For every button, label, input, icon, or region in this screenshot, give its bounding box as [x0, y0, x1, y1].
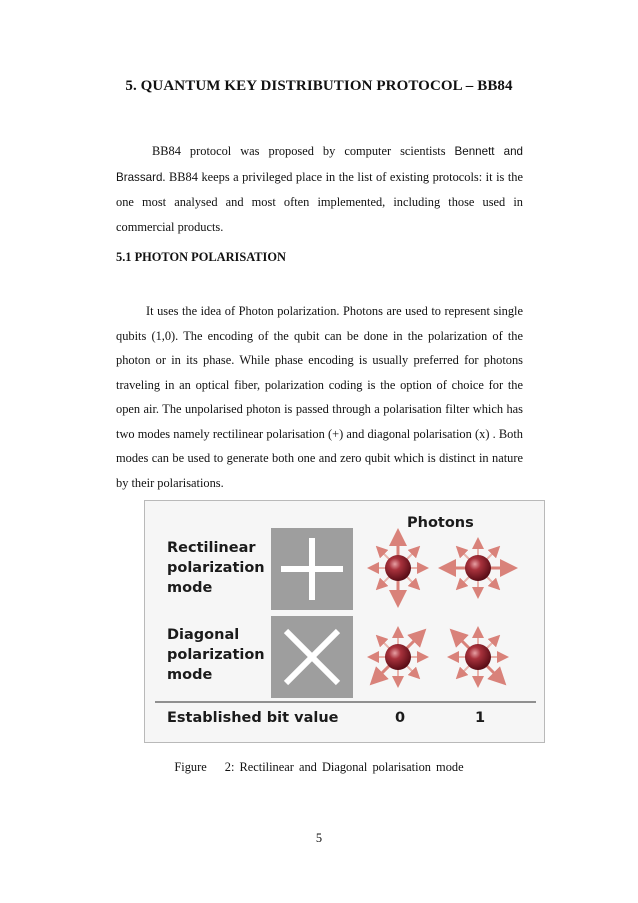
subsection-paragraph — [116, 299, 523, 495]
caption-text: 2: Rectilinear and Diagonal polarisation mode — [224, 760, 464, 774]
diagonal-label-line1: Diagonal — [167, 627, 240, 643]
rectilinear-mode-label — [167, 538, 265, 598]
intro-author-names: Bennett and Brassard — [116, 145, 523, 184]
intro-paragraph — [116, 139, 523, 239]
subsection-text: It uses the idea of Photon polarization. Photons are used to represent single qubits (1,0). The encoding of the qubit can be done in the polarization of the photon or in its phase. While phase encoding is usually preferred for photons traveling in an optical fiber, polarization coding is the option of choice for the open air. The unpolarised photon is passed through a polarisation filter which has two modes namely rectilinear polarisation (+) and diagonal polarisation (x) . Both modes can be used to generate both one and zero qubit which is distinct in nature by their polarisations. — [116, 304, 523, 490]
diagonal-label-line3: mode — [167, 667, 213, 683]
photon-rect-1-icon — [447, 543, 509, 593]
photon-diag-1-icon — [453, 632, 503, 682]
bit-value-0: 0 — [395, 710, 406, 726]
polarization-figure — [144, 500, 545, 743]
photon-rect-0-icon — [373, 537, 423, 599]
intro-text-start: BB84 protocol was proposed by computer scientists — [152, 144, 455, 158]
photon-diag-0-icon — [373, 632, 423, 682]
section-title: 5. QUANTUM KEY DISTRIBUTION PROTOCOL – BB84 — [125, 78, 513, 94]
rectilinear-label-line3: mode — [167, 580, 213, 596]
figure-caption — [0, 760, 638, 775]
diagonal-label-line2: polarization — [167, 647, 265, 663]
established-bit-label: Established bit value — [167, 710, 339, 726]
diagonal-mode-label — [167, 625, 265, 685]
caption-label: Figure — [174, 760, 207, 774]
rectilinear-label-line1: Rectilinear — [167, 540, 256, 556]
subsection-heading: 5.1 PHOTON POLARISATION — [116, 250, 286, 264]
page-number: 5 — [315, 831, 323, 845]
intro-text-end: . BB84 keeps a privileged place in the list of existing protocols: it is the one most analysed and most often implemented, including those used in commercial products. — [116, 169, 523, 234]
photons-label: Photons — [407, 515, 474, 531]
bit-value-1: 1 — [475, 710, 486, 726]
rectilinear-label-line2: polarization — [167, 560, 265, 576]
